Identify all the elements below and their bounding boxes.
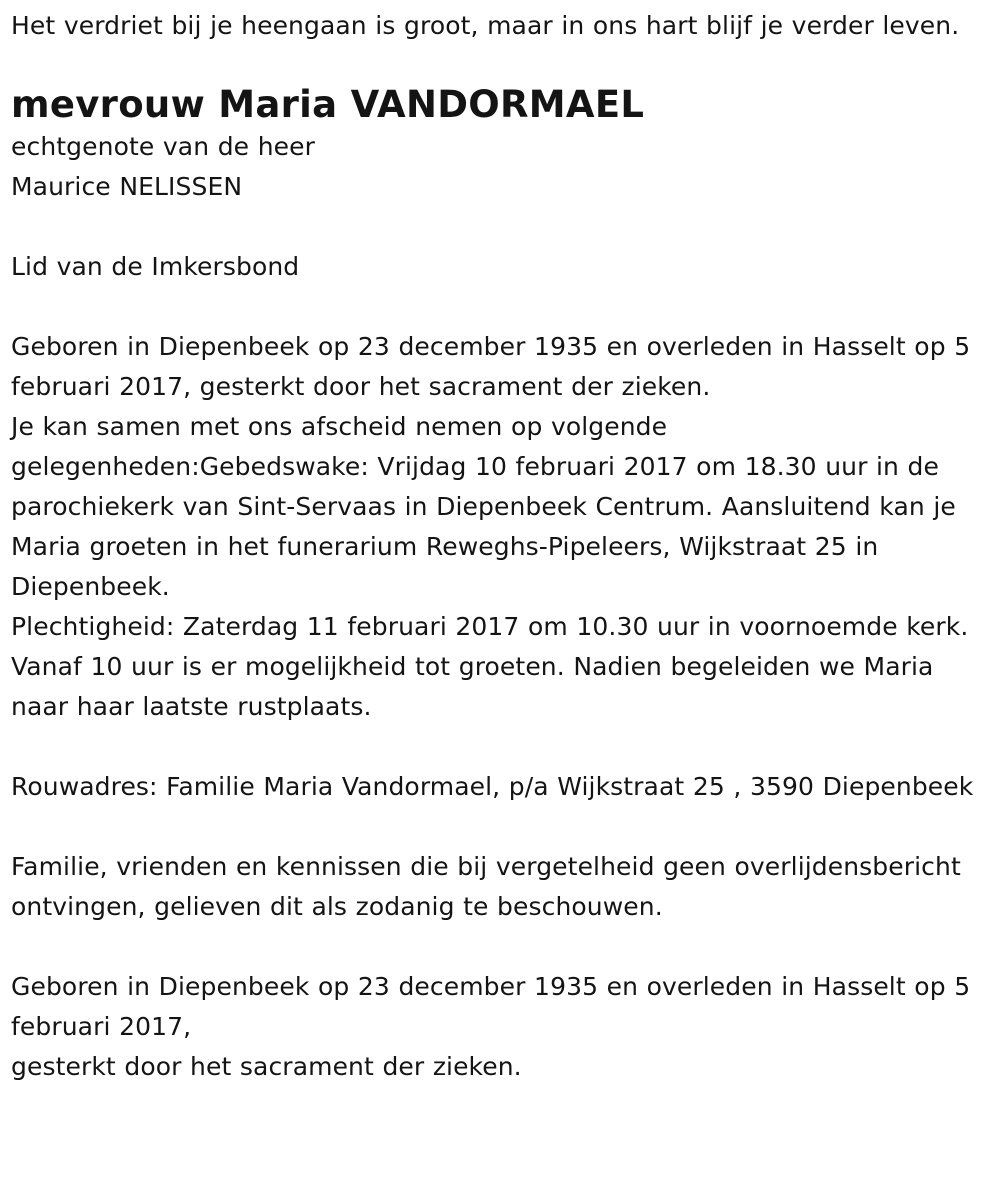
- ceremony-paragraph: Plechtigheid: Zaterdag 11 februari 2017 om 10.30 uur in voornoemde kerk. Vanaf 10 uur is er mogelijkheid tot groeten. Nadien begeleiden we Maria naar haar laatste rustplaats.: [11, 612, 969, 721]
- mourning-address: Rouwadres: Familie Maria Vandormael, p/a Wijkstraat 25 , 3590 Diepenbeek: [11, 772, 974, 801]
- spouse-name: Maurice NELISSEN: [11, 172, 243, 201]
- farewell-paragraph: Je kan samen met ons afscheid nemen op volgende gelegenheden:Gebedswake: Vrijdag 10 februari 2017 om 18.30 uur in de parochiekerk van Sint-Servaas in Diepenbeek Centrum. Aansluitend kan je Maria groeten in het funerarium Reweghs-Pipeleers, Wijkstraat 25 in Diepenbeek.: [11, 412, 956, 601]
- memorial-quote: Het verdriet bij je heengaan is groot, maar in ons hart blijf je verder leven.: [11, 11, 960, 40]
- spacer: [11, 927, 990, 967]
- birth-death-repeat-line2: gesterkt door het sacrament der zieken.: [11, 1052, 522, 1081]
- spouse-label: echtgenote van de heer: [11, 132, 315, 161]
- notice-paragraph: Familie, vrienden en kennissen die bij vergetelheid geen overlijdensbericht ontvingen, gelieven dit als zodanig te beschouwen.: [11, 852, 961, 921]
- membership-line: Lid van de Imkersbond: [11, 252, 300, 281]
- birth-death-paragraph: Geboren in Diepenbeek op 23 december 1935 en overleden in Hasselt op 5 februari 2017, gesterkt door het sacrament der zieken.: [11, 332, 971, 401]
- spacer: [11, 287, 990, 327]
- spacer: [11, 727, 990, 767]
- deceased-name: mevrouw Maria VANDORMAEL: [11, 83, 645, 126]
- birth-death-repeat-line1: Geboren in Diepenbeek op 23 december 1935 en overleden in Hasselt op 5 februari 2017,: [11, 972, 971, 1041]
- spacer: [11, 207, 990, 247]
- spacer: [11, 807, 990, 847]
